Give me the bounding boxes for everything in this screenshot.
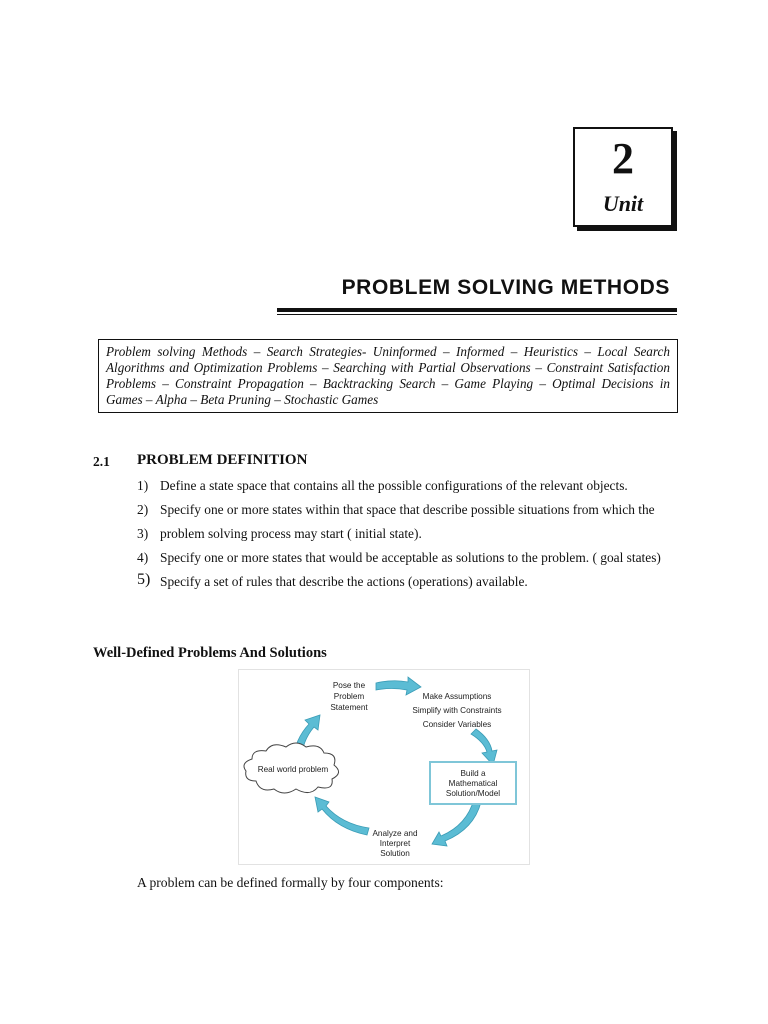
build-label-2: Mathematical [448, 779, 498, 788]
pose-label-3: Statement [330, 703, 368, 712]
list-item [137, 571, 682, 590]
keywords-box: Problem solving Methods – Search Strategies- Uninformed – Informed – Heuristics – Local Search Algorithms and Optimization Problems – Searching with Partial Observations – Constraint Satisfaction Problems – Constraint Propagation – Backtracking Search – Game Playing – Optimal Decisions in Games – Alpha – Beta Pruning – Stochastic Games [98, 339, 678, 413]
item-text: problem solving process may start ( initial state). [160, 526, 422, 541]
section-number: 2.1 [93, 454, 110, 469]
assumptions-label-2: Simplify with Constraints [412, 706, 502, 715]
item-text: Specify one or more states that would be acceptable as solutions to the problem. ( goal states) [160, 550, 661, 565]
item-text: Specify one or more states within that space that describe possible situations from which the [160, 502, 655, 517]
build-label-3: Solution/Model [445, 789, 501, 798]
unit-badge [573, 127, 673, 227]
list-item [137, 502, 682, 518]
item-text: Define a state space that contains all the possible configurations of the relevant objects. [160, 478, 628, 493]
list-item [137, 478, 682, 494]
title-rule-thin [277, 314, 677, 315]
pose-label-2: Problem [333, 692, 365, 701]
unit-number: 2 [612, 134, 634, 183]
item-number: 5) [137, 571, 151, 588]
definition-list [137, 478, 682, 598]
chapter-title: PROBLEM SOLVING METHODS [341, 276, 670, 299]
problem-solving-cycle-diagram [238, 669, 530, 865]
section-title: PROBLEM DEFINITION [137, 452, 308, 468]
pose-label-1: Pose the [332, 681, 366, 690]
assumptions-label-1: Make Assumptions [422, 692, 492, 701]
real-world-label: Real world problem [257, 765, 329, 774]
build-label-1: Build a [460, 769, 486, 778]
item-text: Specify a set of rules that describe the actions (operations) available. [160, 574, 528, 589]
item-number: 4) [137, 550, 149, 565]
unit-label: Unit [602, 191, 644, 216]
item-number: 2) [137, 502, 149, 517]
assumptions-label-3: Consider Variables [422, 720, 492, 729]
list-item [137, 526, 682, 542]
analyze-label-3: Solution [380, 849, 410, 858]
title-rule [277, 308, 677, 312]
list-item [137, 550, 682, 566]
item-number: 3) [137, 526, 149, 541]
item-number: 1) [137, 478, 149, 493]
subheading: Well-Defined Problems And Solutions [93, 645, 327, 661]
closing-text: A problem can be defined formally by four components: [137, 875, 444, 890]
analyze-label-2: Interpret [379, 839, 411, 848]
analyze-label-1: Analyze and [372, 829, 418, 838]
